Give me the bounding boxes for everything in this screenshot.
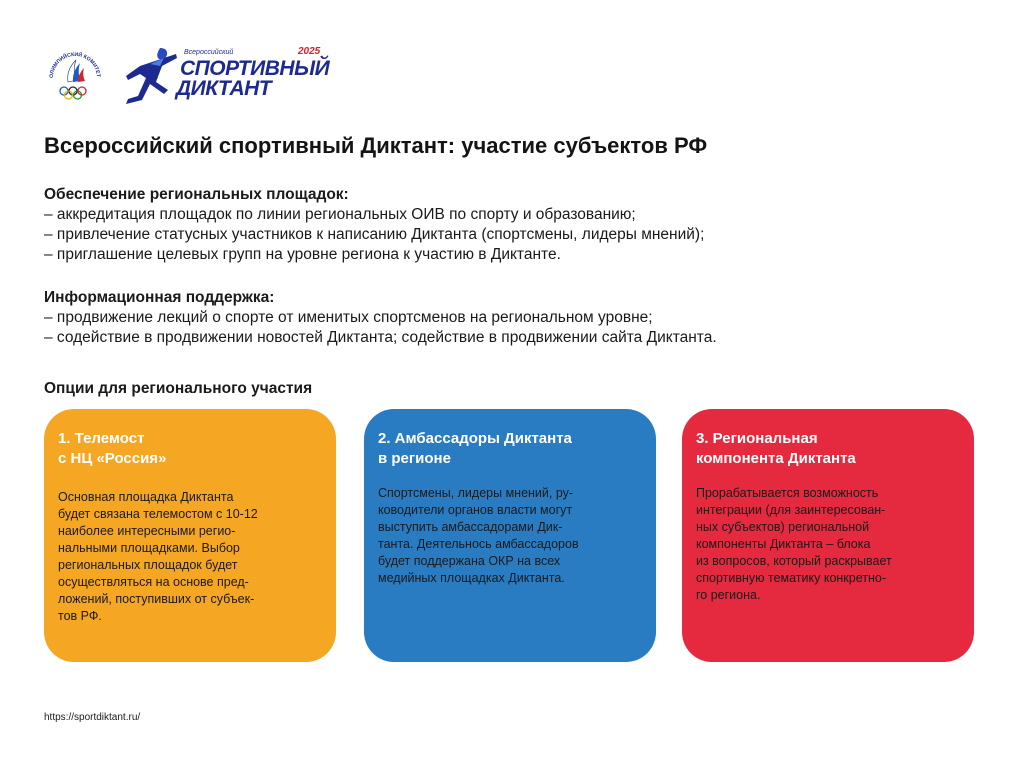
card-text: Основная площадка Диктанта будет связана телемостом с 10-12 наиболее интересными регио- нальными площадками. Выбор региональных площадок будет осуществляться на основе пред- ложений, поступивших от субъек- тов РФ. <box>58 490 258 623</box>
card-title: 3. Региональная компонента Диктанта <box>696 430 856 467</box>
card-text: Прорабатывается возможность интеграции (для заинтересован- ных субъектов) региональной компоненты Диктанта – блока из вопросов, который раскрывает спортивную тематику конкретно- го региона. <box>696 486 892 602</box>
footer-url-link[interactable]: https://sportdiktant.ru/ <box>44 712 141 723</box>
option-card-regional-component <box>682 409 974 662</box>
page-title: Всероссийский спортивный Диктант: участие субъектов РФ <box>44 133 708 158</box>
list-item: – содействие в продвижении новостей Диктанта; содействие в продвижении сайта Диктанта. <box>44 329 717 346</box>
sport-dictant-logo <box>120 44 330 106</box>
sport-dictant-line1: СПОРТИВНЫЙ <box>180 57 330 80</box>
runner-icon <box>120 44 180 106</box>
options-title: Опции для регионального участия <box>44 380 313 397</box>
info-support-section <box>44 288 717 348</box>
sport-dictant-line2: ДИКТАНТ <box>176 77 272 100</box>
olympic-committee-text: ОЛИМПИЙСКИЙ КОМИТЕТ <box>48 51 102 79</box>
sport-dictant-small-text: Всероссийский <box>184 49 234 56</box>
option-card-ambassadors <box>364 409 656 662</box>
sport-dictant-year: 2025 <box>298 46 321 57</box>
list-item: – аккредитация площадок по линии региональных ОИВ по спорту и образованию; <box>44 206 636 223</box>
list-item: – привлечение статусных участников к написанию Диктанта (спортсмены, лидеры мнений); <box>44 226 705 243</box>
card-title: 1. Телемост с НЦ «Россия» <box>58 430 167 467</box>
regional-venues-section <box>44 185 704 265</box>
card-text: Спортсмены, лидеры мнений, ру- ководители органов власти могут выступить амбассадорами Дик- танта. Деятельнось амбассадоров будет поддержана ОКР на всех медийных площадках Диктанта. <box>378 486 579 585</box>
list-item: – продвижение лекций о спорте от именитых спортсменов на региональном уровне; <box>44 309 653 326</box>
section-heading: Обеспечение региональных площадок: <box>44 186 349 203</box>
section-heading: Информационная поддержка: <box>44 289 275 306</box>
option-card-telebridge <box>44 409 336 662</box>
list-item: – приглашение целевых групп на уровне региона к участию в Диктанте. <box>44 246 561 263</box>
olympic-committee-logo <box>44 44 106 104</box>
card-title: 2. Амбассадоры Диктанта в регионе <box>378 430 572 467</box>
